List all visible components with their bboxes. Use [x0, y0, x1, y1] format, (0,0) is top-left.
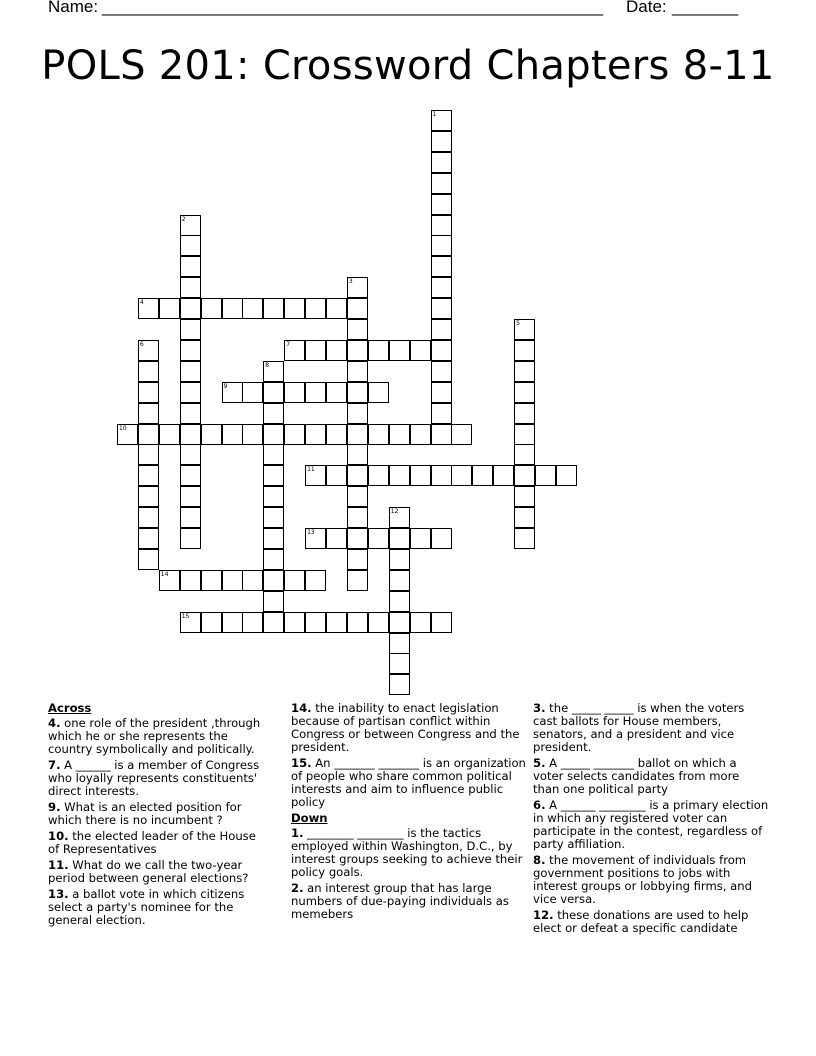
grid-cell[interactable] — [347, 444, 368, 465]
grid-cell[interactable] — [431, 235, 452, 256]
grid-cell[interactable] — [410, 465, 431, 486]
grid-cell[interactable] — [263, 298, 284, 319]
grid-cell[interactable] — [514, 424, 535, 445]
grid-cell[interactable] — [180, 465, 201, 486]
clue-number: 11 — [307, 466, 315, 474]
clue-down-1: 1. ________ ________ is the tactics employed within Washington, D.C., by interest groups seeking to achieve their policy goals. — [291, 826, 523, 879]
grid-cell[interactable] — [284, 424, 305, 445]
grid-cell[interactable] — [514, 403, 535, 424]
grid-cell[interactable] — [263, 570, 284, 591]
grid-cell[interactable] — [138, 403, 159, 424]
grid-cell[interactable] — [180, 382, 201, 403]
grid-cell[interactable] — [180, 486, 201, 507]
grid-cell[interactable] — [431, 256, 452, 277]
grid-cell[interactable] — [180, 256, 201, 277]
grid-cell[interactable] — [410, 424, 431, 445]
grid-cell[interactable] — [431, 319, 452, 340]
grid-cell[interactable] — [180, 298, 201, 319]
grid-cell[interactable] — [305, 612, 326, 633]
grid-cell[interactable] — [326, 340, 347, 361]
grid-cell[interactable] — [222, 570, 243, 591]
grid-cell[interactable] — [263, 549, 284, 570]
grid-cell[interactable] — [263, 591, 284, 612]
down-heading: Down — [291, 811, 328, 825]
clue-number: 14 — [160, 570, 169, 578]
clue-number: 13 — [307, 529, 315, 536]
grid-cell[interactable] — [305, 570, 326, 591]
grid-cell[interactable] — [347, 361, 368, 382]
grid-cell[interactable] — [347, 486, 368, 507]
clue-across-13: 13. a ballot vote in which citizens select a party's nominee for the general election. — [48, 887, 245, 927]
grid-cell[interactable] — [242, 570, 263, 591]
clue-number: 8 — [265, 361, 270, 369]
clue-number: 9 — [223, 382, 228, 390]
grid-cell[interactable] — [180, 340, 201, 361]
grid-cell[interactable] — [138, 424, 159, 445]
clue-number: 5 — [516, 320, 520, 327]
grid-cell[interactable] — [138, 486, 159, 507]
grid-cell[interactable] — [347, 382, 368, 403]
clue-across-10: 10. the elected leader of the House of Representatives — [48, 829, 256, 856]
grid-cell[interactable] — [347, 319, 368, 340]
grid-cell[interactable] — [431, 403, 452, 424]
grid-cell[interactable] — [514, 507, 535, 528]
grid-cell[interactable] — [431, 277, 452, 298]
grid-cell[interactable] — [138, 361, 159, 382]
grid-cell[interactable] — [431, 528, 452, 549]
grid-cell[interactable] — [180, 319, 201, 340]
grid-cell[interactable] — [180, 403, 201, 424]
clue-down-5: 5. A _____ _______ ballot on which a voter selects candidates from more than one political party — [533, 756, 740, 796]
grid-cell[interactable] — [138, 528, 159, 549]
grid-cell[interactable] — [347, 424, 368, 445]
grid-cell[interactable] — [263, 424, 284, 445]
grid-cell[interactable] — [410, 340, 431, 361]
grid-cell[interactable] — [514, 340, 535, 361]
grid-cell[interactable] — [368, 465, 389, 486]
grid-cell[interactable] — [263, 486, 284, 507]
grid-cell[interactable] — [389, 591, 410, 612]
grid-cell[interactable] — [556, 465, 577, 486]
grid-cell[interactable] — [389, 549, 410, 570]
grid-cell[interactable] — [180, 507, 201, 528]
grid-cell[interactable] — [326, 528, 347, 549]
clues-column-3 — [533, 702, 769, 938]
grid-cell[interactable] — [159, 424, 180, 445]
grid-cell[interactable] — [451, 424, 472, 445]
clue-number: 1 — [432, 111, 437, 118]
name-label: Name: — [48, 0, 99, 16]
grid-cell[interactable] — [263, 465, 284, 486]
grid-cell[interactable] — [431, 215, 452, 236]
grid-cell[interactable] — [201, 570, 222, 591]
grid-cell[interactable] — [222, 298, 243, 319]
clue-across-15: 15. An _______ _______ is an organization of people who share common political interests and aim to influence public policy — [291, 756, 526, 809]
clue-number: 7 — [286, 340, 291, 348]
grid-cell[interactable] — [263, 507, 284, 528]
grid-cell[interactable] — [305, 382, 326, 403]
grid-cell[interactable] — [389, 528, 410, 549]
grid-cell[interactable] — [180, 444, 201, 465]
grid-cell[interactable] — [431, 612, 452, 633]
grid-cell[interactable] — [389, 612, 410, 633]
clue-across-4: 4. one role of the president ,through which he or she represents the country symbolically and politically. — [48, 716, 261, 756]
grid-cell[interactable] — [263, 612, 284, 633]
grid-cell[interactable] — [431, 152, 452, 173]
grid-cell[interactable] — [138, 507, 159, 528]
grid-cell[interactable] — [242, 612, 263, 633]
grid-cell[interactable] — [431, 382, 452, 403]
grid-cell[interactable] — [389, 653, 410, 674]
clue-number: 12 — [390, 508, 399, 516]
grid-cell[interactable] — [222, 424, 243, 445]
grid-cell[interactable] — [201, 424, 222, 445]
grid-cell[interactable] — [180, 528, 201, 549]
grid-cell[interactable] — [368, 612, 389, 633]
grid-cell[interactable] — [284, 298, 305, 319]
clue-down-8: 8. the movement of individuals from government positions to jobs with interest groups or lobbying firms, and vice versa. — [533, 853, 752, 906]
grid-cell[interactable] — [326, 382, 347, 403]
grid-cell[interactable] — [368, 340, 389, 361]
grid-cell[interactable] — [242, 424, 263, 445]
grid-cell[interactable] — [222, 612, 243, 633]
grid-cell[interactable] — [347, 528, 368, 549]
grid-cell[interactable] — [347, 403, 368, 424]
clue-down-3: 3. the _____ _____ is when the voters cast ballots for House members, senators, and a president and vice president. — [533, 701, 745, 754]
grid-cell[interactable] — [431, 194, 452, 215]
grid-cell[interactable] — [263, 403, 284, 424]
grid-cell[interactable] — [347, 465, 368, 486]
grid-cell[interactable] — [305, 340, 326, 361]
grid-cell[interactable] — [305, 298, 326, 319]
grid-cell[interactable] — [431, 173, 452, 194]
clue-number: 2 — [181, 215, 186, 223]
clues-column-1 — [48, 702, 270, 930]
grid-cell[interactable] — [389, 465, 410, 486]
clue-number: 15 — [181, 612, 190, 620]
clue-number: 4 — [139, 299, 144, 307]
grid-cell[interactable] — [389, 570, 410, 591]
grid-cell[interactable] — [138, 382, 159, 403]
grid-cell[interactable] — [347, 570, 368, 591]
grid-cell[interactable] — [347, 507, 368, 528]
grid-cell[interactable] — [326, 424, 347, 445]
grid-cell[interactable] — [138, 444, 159, 465]
grid-cell[interactable] — [514, 382, 535, 403]
grid-cell[interactable] — [451, 465, 472, 486]
grid-cell[interactable] — [347, 340, 368, 361]
grid-cell[interactable] — [201, 298, 222, 319]
grid-cell[interactable] — [514, 465, 535, 486]
grid-cell[interactable] — [159, 298, 180, 319]
grid-cell[interactable] — [347, 549, 368, 570]
across-heading: Across — [48, 701, 92, 715]
grid-cell[interactable] — [431, 340, 452, 361]
grid-cell[interactable] — [347, 612, 368, 633]
grid-cell[interactable] — [368, 528, 389, 549]
clue-across-7: 7. A ______ is a member of Congress who loyally represents constituents' direct interests. — [48, 758, 260, 798]
grid-cell[interactable] — [389, 424, 410, 445]
grid-cell[interactable] — [326, 298, 347, 319]
grid-cell[interactable] — [305, 424, 326, 445]
grid-cell[interactable] — [180, 424, 201, 445]
grid-cell[interactable] — [138, 549, 159, 570]
grid-cell[interactable] — [535, 465, 556, 486]
grid-cell[interactable] — [431, 361, 452, 382]
page-title: POLS 201: Crossword Chapters 8-11 — [41, 43, 775, 89]
grid-cell[interactable] — [242, 382, 263, 403]
grid-cell[interactable] — [180, 570, 201, 591]
clue-number: 6 — [139, 340, 144, 348]
grid-cell[interactable] — [431, 131, 452, 152]
grid-cell[interactable] — [263, 444, 284, 465]
grid-cell[interactable] — [389, 340, 410, 361]
clues-column-2 — [291, 702, 527, 924]
grid-cell[interactable] — [514, 486, 535, 507]
grid-cell[interactable] — [263, 382, 284, 403]
grid-cell[interactable] — [431, 424, 452, 445]
grid-cell[interactable] — [284, 382, 305, 403]
clue-across-11: 11. What do we call the two-year period between general elections? — [48, 858, 249, 885]
grid-cell[interactable] — [180, 235, 201, 256]
clue-down-6: 6. A ______ ________ is a primary election in which any registered voter can participate in the contest, regardless of party affiliation. — [533, 798, 769, 851]
grid-cell[interactable] — [284, 570, 305, 591]
grid-cell[interactable] — [410, 528, 431, 549]
grid-cell[interactable] — [284, 612, 305, 633]
date-blank: _______ — [672, 0, 739, 16]
grid-cell[interactable] — [389, 674, 410, 695]
grid-cell[interactable] — [368, 424, 389, 445]
grid-cell[interactable] — [138, 465, 159, 486]
grid-cell[interactable] — [263, 528, 284, 549]
clue-down-12: 12. these donations are used to help elect or defeat a specific candidate — [533, 908, 749, 935]
grid-cell[interactable] — [326, 465, 347, 486]
clue-across-9: 9. What is an elected position for which there is no incumbent ? — [48, 800, 242, 827]
clue-number: 3 — [348, 278, 353, 286]
grid-cell[interactable] — [347, 298, 368, 319]
grid-cell[interactable] — [242, 298, 263, 319]
grid-cell[interactable] — [180, 277, 201, 298]
grid-cell[interactable] — [389, 633, 410, 654]
grid-cell[interactable] — [180, 361, 201, 382]
grid-cell[interactable] — [514, 361, 535, 382]
name-blank: _____________________________________________________ — [102, 0, 604, 16]
clue-across-14: 14. the inability to enact legislation because of partisan conflict within Congress or between Congress and the president. — [291, 701, 520, 754]
date-label: Date: — [626, 0, 667, 16]
grid-cell[interactable] — [431, 465, 452, 486]
grid-cell[interactable] — [431, 298, 452, 319]
grid-cell[interactable] — [410, 612, 431, 633]
clue-down-2: 2. an interest group that has large numbers of due-paying individuals as memebers — [291, 881, 509, 921]
grid-cell[interactable] — [514, 528, 535, 549]
grid-cell[interactable] — [326, 612, 347, 633]
grid-cell[interactable] — [368, 382, 389, 403]
clue-number: 10 — [119, 424, 127, 432]
grid-cell[interactable] — [493, 465, 514, 486]
grid-cell[interactable] — [472, 465, 493, 486]
grid-cell[interactable] — [514, 444, 535, 465]
grid-cell[interactable] — [201, 612, 222, 633]
